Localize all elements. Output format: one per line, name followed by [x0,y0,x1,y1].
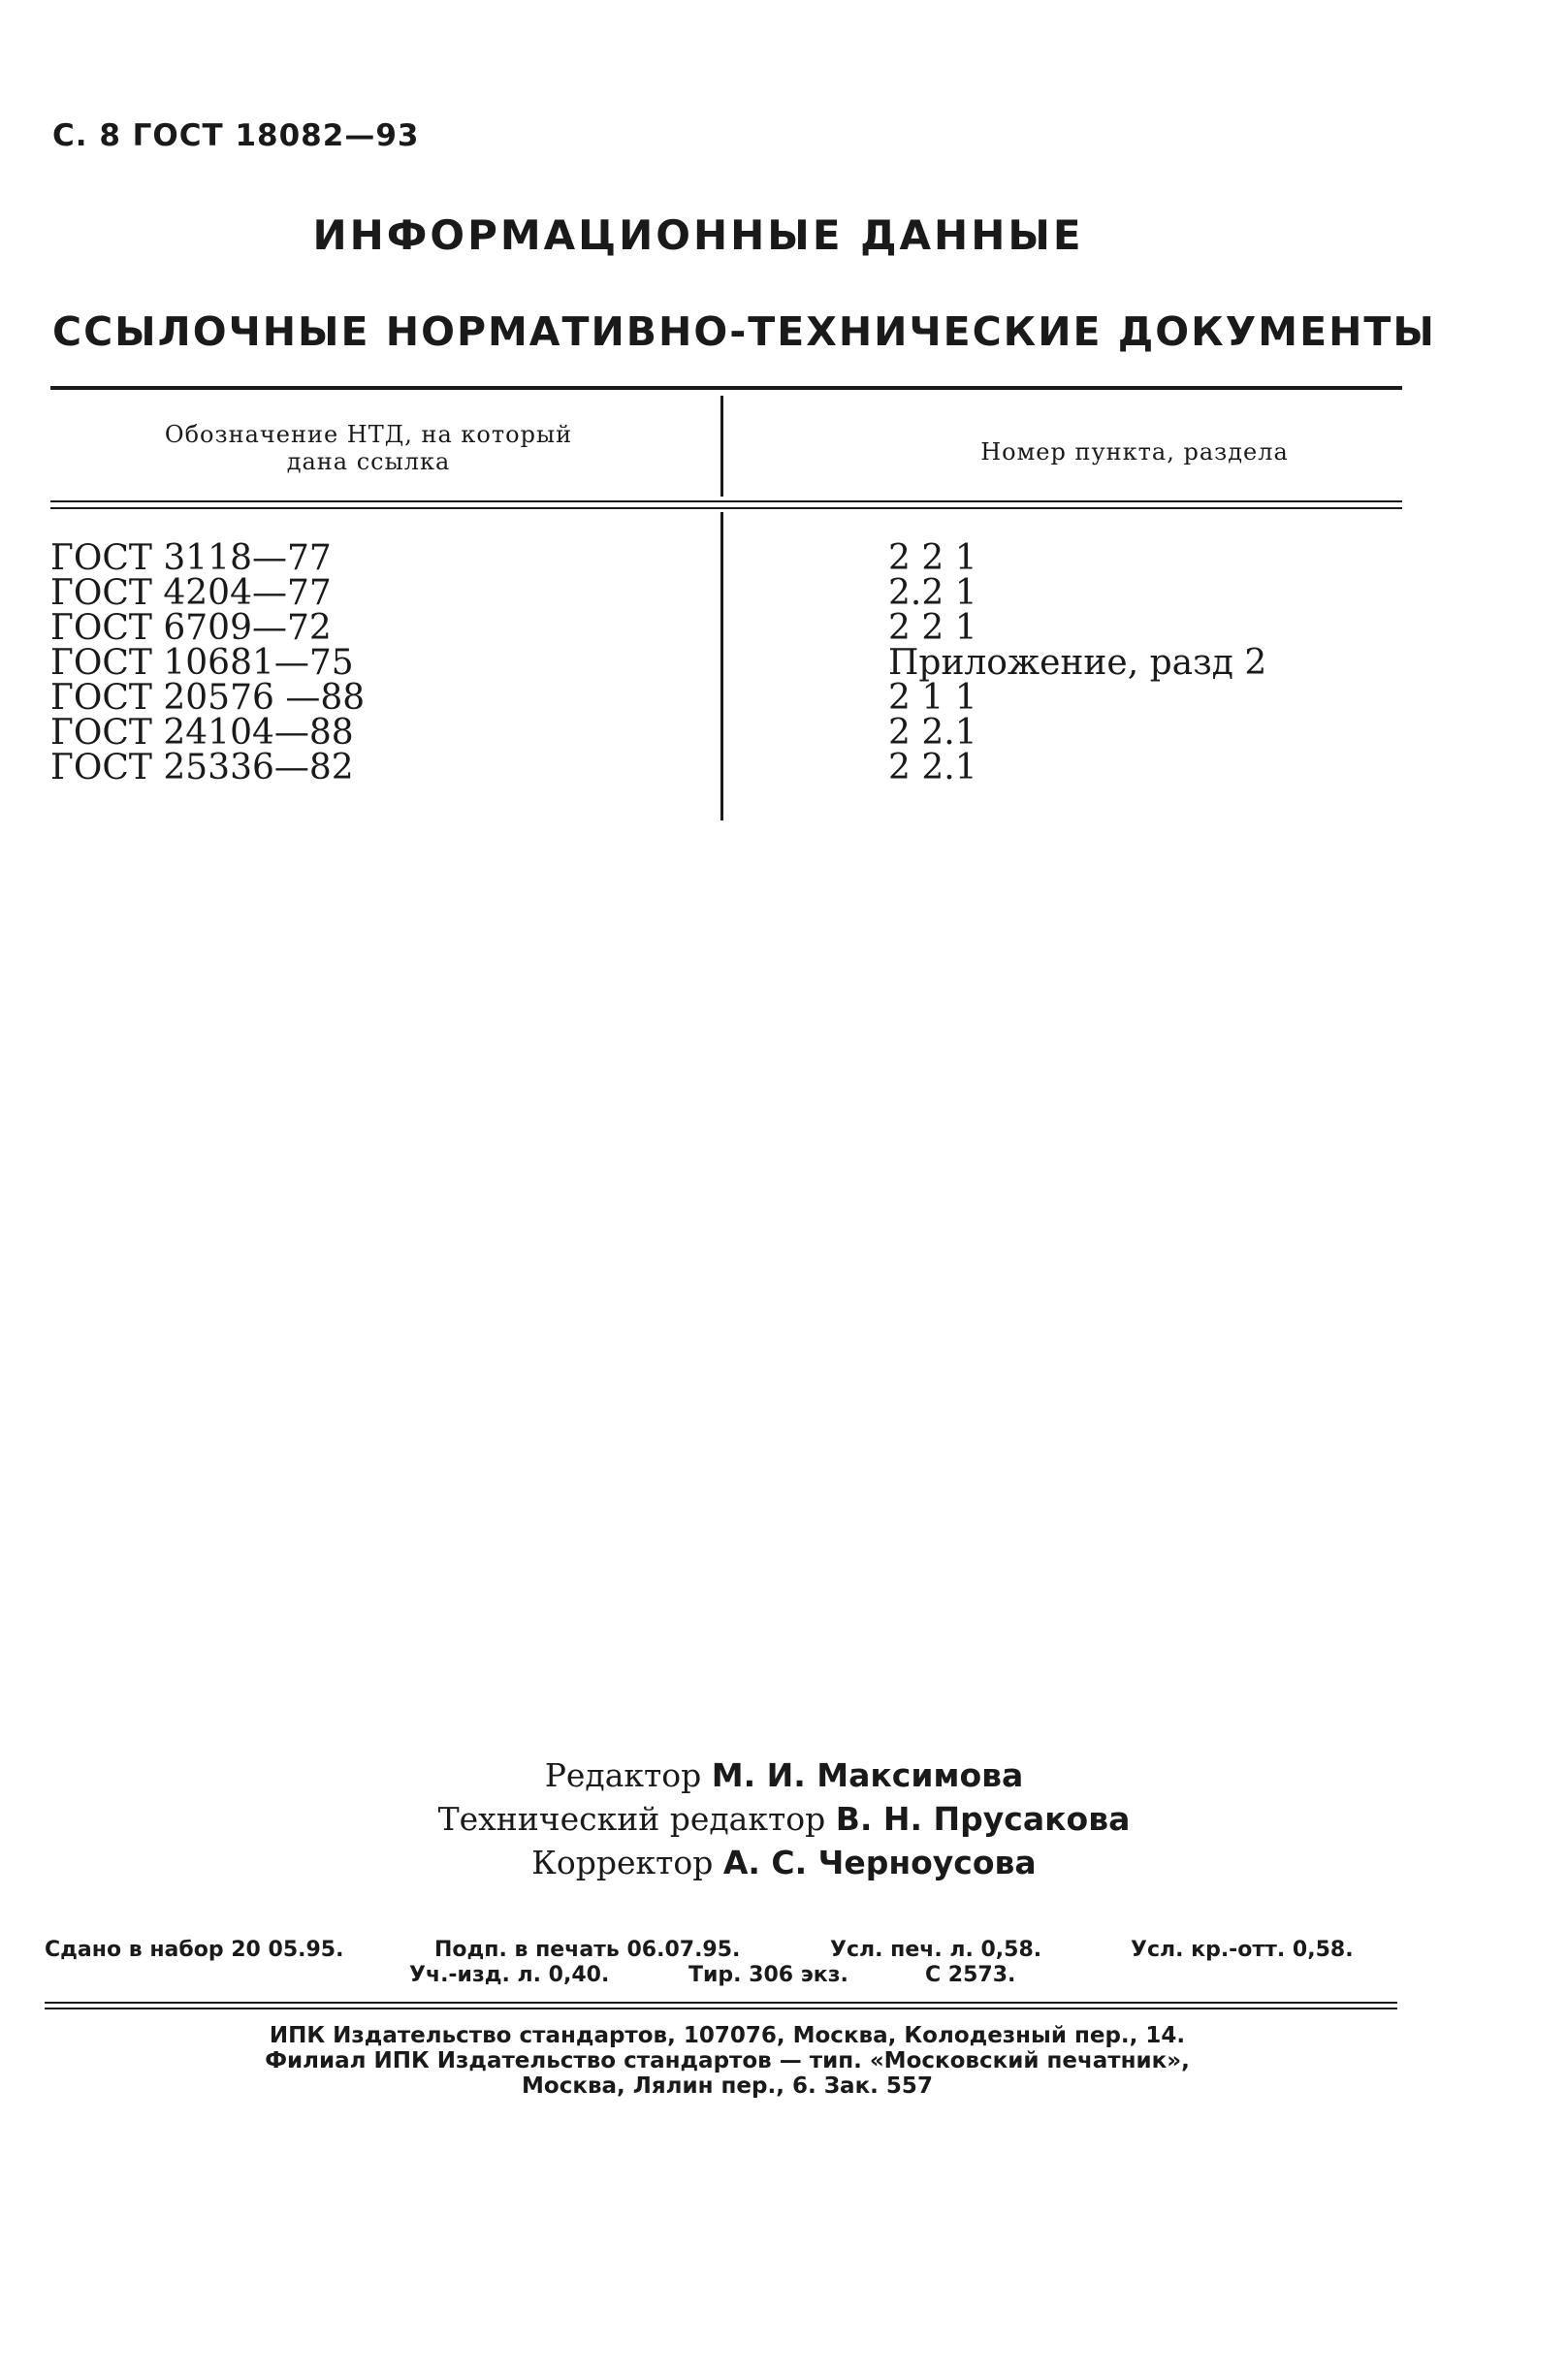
imprint-submitted: Сдано в набор 20 05.95. [45,1938,344,1962]
table-header-rule-2 [50,507,1402,509]
table-row-section: 2 1 1 [888,678,977,718]
table-row-doc: ГОСТ 3118—77 [50,538,332,578]
imprint-rule-2 [45,2008,1397,2009]
table-row-doc: ГОСТ 24104—88 [50,713,354,753]
column-header-document-line1: Обозначение НТД, на который [164,421,573,448]
credits-block [0,1753,1568,1884]
table-column-divider-body [720,512,723,820]
column-header-document [116,421,621,475]
table-top-rule [50,386,1402,390]
imprint-print-impressions: Усл. кр.-отт. 0,58. [1131,1938,1354,1962]
table-row-section: 2 2 1 [888,538,977,578]
section-title: ИНФОРМАЦИОННЫЕ ДАННЫЕ [312,211,1084,259]
credit-proofreader [0,1841,1568,1884]
table-row-doc: ГОСТ 25336—82 [50,748,354,787]
document-column [50,538,366,787]
credit-role: Технический редактор [437,1800,826,1838]
page-header: С. 8 ГОСТ 18082—93 [52,118,420,153]
imprint-rule-1 [45,2002,1397,2004]
credit-name: В. Н. Прусакова [835,1800,1131,1838]
table-row-section: 2 2.1 [888,748,977,787]
column-header-document-line2: дана ссылка [286,448,451,475]
table-row-section: 2.2 1 [888,573,977,613]
publisher-line: Москва, Лялин пер., 6. Зак. 557 [522,2073,933,2099]
section-column [888,538,1267,787]
table-row-doc: ГОСТ 6709—72 [50,608,332,648]
table-row-section: 2 2 1 [888,608,977,648]
imprint-code: С 2573. [925,1963,1016,1987]
imprint-copies: Тир. 306 экз. [688,1963,848,1987]
imprint-print-sheets: Усл. печ. л. 0,58. [830,1938,1042,1962]
publisher-block [0,2023,1455,2099]
table-row-doc: ГОСТ 10681—75 [50,643,354,683]
publisher-line: Филиал ИПК Издательство стандартов — тип. «Московский печатник», [265,2048,1190,2073]
table-row-section: 2 2.1 [888,713,977,753]
imprint-signed: Подп. в печать 06.07.95. [434,1938,741,1962]
credit-role: Корректор [531,1844,714,1881]
column-header-section: Номер пункта, раздела [980,438,1289,466]
credit-editor [0,1753,1568,1797]
credit-role: Редактор [544,1756,702,1794]
credit-name: А. С. Черноусова [722,1844,1037,1881]
table-row-doc: ГОСТ 4204—77 [50,573,332,613]
table-header-rule-1 [50,500,1402,502]
credit-name: М. И. Максимова [711,1756,1024,1794]
table-row-doc: ГОСТ 20576 —88 [50,678,366,718]
table-column-divider-header [720,396,723,497]
table-row-section: Приложение, разд 2 [888,643,1267,683]
credit-tech-editor [0,1797,1568,1841]
section-subtitle: ССЫЛОЧНЫЕ НОРМАТИВНО-ТЕХНИЧЕСКИЕ ДОКУМЕНТЫ [52,308,1436,355]
publisher-line: ИПК Издательство стандартов, 107076, Москва, Колодезный пер., 14. [269,2023,1186,2048]
imprint-pub-sheets: Уч.-изд. л. 0,40. [409,1963,610,1987]
